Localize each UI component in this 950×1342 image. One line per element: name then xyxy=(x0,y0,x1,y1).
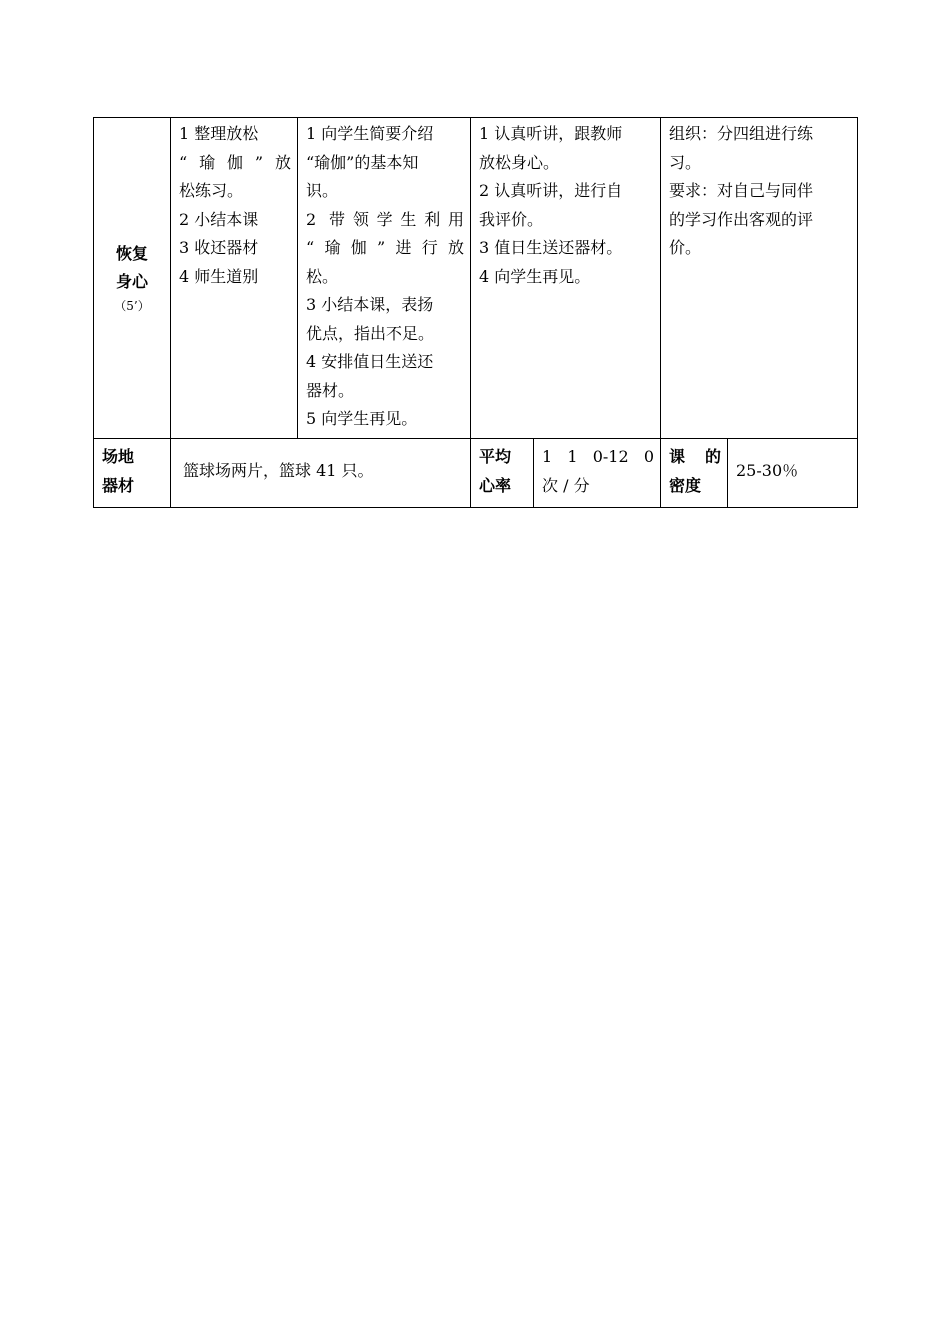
heart-rate-value-line2: 次 / 分 xyxy=(542,475,590,495)
teacher-line: 4 安排值日生送还 xyxy=(306,352,434,371)
teacher-line: 识。 xyxy=(306,181,339,200)
heart-rate-value-line1: 1 1 0-12 0 xyxy=(542,447,654,466)
organization-line: 要求：对自己与同伴 xyxy=(669,181,814,200)
teacher-line: 优点，指出不足。 xyxy=(306,323,435,343)
recovery-row xyxy=(94,118,858,439)
density-value: 25-30％ xyxy=(728,438,858,507)
student-line: 4 向学生再见。 xyxy=(479,266,591,286)
content-line: 1 整理放松 xyxy=(179,124,259,143)
venue-label xyxy=(94,438,171,507)
organization-line: 习。 xyxy=(669,152,702,172)
content-line: “瑜伽”放 xyxy=(179,152,291,172)
content-line: 3 收还器材 xyxy=(179,238,259,257)
student-line: 3 值日生送还器材。 xyxy=(479,238,623,257)
phase-time: （5’） xyxy=(114,298,150,313)
teacher-line: 3 小结本课，表扬 xyxy=(306,295,434,314)
teacher-line: “瑜伽”进行放 xyxy=(306,238,464,257)
content-cell xyxy=(171,118,298,439)
phase-cell xyxy=(94,118,171,439)
student-line: 放松身心。 xyxy=(479,152,560,172)
teacher-line: 2 带领学生利用 xyxy=(306,209,464,229)
student-line: 我评价。 xyxy=(479,209,544,229)
teacher-line: “瑜伽”的基本知 xyxy=(306,152,419,172)
lesson-plan-table xyxy=(93,117,858,508)
student-line: 1 认真听讲，跟教师 xyxy=(479,124,623,143)
phase-name-line1: 恢复 xyxy=(115,243,148,263)
teacher-activity-cell xyxy=(298,118,471,439)
phase-name-line2: 身心 xyxy=(115,271,148,291)
density-label-line2: 密度 xyxy=(669,475,702,495)
teacher-line: 松。 xyxy=(306,266,339,286)
organization-line: 价。 xyxy=(669,238,702,257)
content-line: 松练习。 xyxy=(179,181,244,200)
content-line: 4 师生道别 xyxy=(179,266,259,286)
organization-line: 组织：分四组进行练 xyxy=(669,124,814,143)
heart-rate-label-line2: 心率 xyxy=(479,475,512,495)
footer-row xyxy=(94,438,858,507)
venue-value: 篮球场两片，篮球 41 只。 xyxy=(171,438,471,507)
heart-rate-value xyxy=(534,438,661,507)
heart-rate-label xyxy=(471,438,534,507)
venue-label-line2: 器材 xyxy=(102,475,135,495)
organization-cell xyxy=(661,118,858,439)
density-label-line1: 课 的 xyxy=(669,447,721,466)
organization-line: 的学习作出客观的评 xyxy=(669,209,814,229)
teacher-line: 1 向学生简要介绍 xyxy=(306,124,434,143)
student-activity-cell xyxy=(471,118,661,439)
teacher-line: 器材。 xyxy=(306,380,355,400)
student-line: 2 认真听讲，进行自 xyxy=(479,181,623,200)
density-label xyxy=(661,438,728,507)
venue-label-line1: 场地 xyxy=(102,447,135,466)
heart-rate-label-line1: 平均 xyxy=(479,447,512,466)
content-line: 2 小结本课 xyxy=(179,209,259,229)
teacher-line: 5 向学生再见。 xyxy=(306,409,418,428)
